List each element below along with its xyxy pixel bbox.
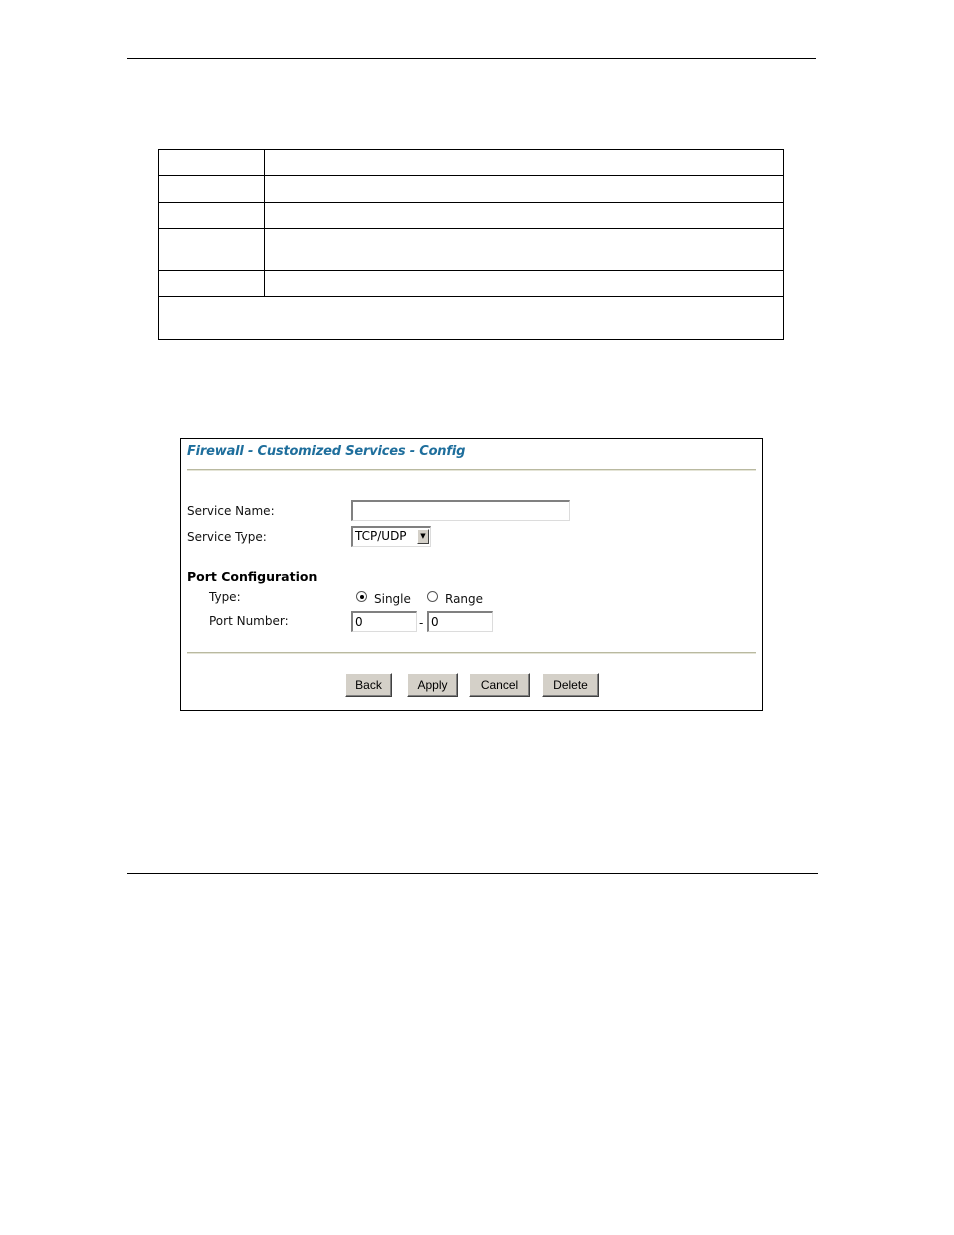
port-to-input[interactable] — [427, 611, 493, 632]
apply-button[interactable]: Apply — [407, 673, 458, 697]
table-footer-cell — [159, 297, 784, 340]
service-type-select[interactable] — [351, 526, 431, 547]
port-configuration-heading: Port Configuration — [187, 569, 318, 584]
table-row — [159, 271, 784, 297]
type-label: Type: — [209, 590, 241, 604]
table-cell-label — [159, 176, 265, 203]
customized-services-config-panel — [180, 438, 763, 711]
range-radio-label[interactable]: Range — [445, 592, 484, 606]
table-cell-label — [159, 271, 265, 297]
table-cell-description — [265, 176, 784, 203]
range-radio[interactable] — [427, 591, 438, 602]
service-type-value: TCP/UDP — [355, 529, 407, 543]
title-divider — [187, 469, 756, 471]
panel-title: Firewall - Customized Services - Config — [187, 444, 466, 459]
service-type-label: Service Type: — [187, 530, 267, 544]
table-footer-row — [159, 297, 784, 340]
service-name-input[interactable] — [351, 500, 570, 521]
header-rule — [127, 58, 816, 59]
table-cell-description — [265, 229, 784, 271]
single-radio[interactable] — [356, 591, 367, 602]
chevron-down-icon[interactable]: ▼ — [417, 529, 429, 544]
port-number-label: Port Number: — [209, 614, 289, 628]
table-cell-label — [159, 229, 265, 271]
table-row — [159, 176, 784, 203]
back-button[interactable]: Back — [345, 673, 392, 697]
footer-divider — [187, 652, 756, 654]
table-row — [159, 150, 784, 176]
table-cell-description — [265, 150, 784, 176]
table-cell-description — [265, 271, 784, 297]
table-row — [159, 229, 784, 271]
single-radio-label[interactable]: Single — [374, 592, 411, 606]
table-cell-label — [159, 203, 265, 229]
service-name-label: Service Name: — [187, 504, 275, 518]
footer-rule — [127, 873, 818, 874]
port-from-input[interactable] — [351, 611, 417, 632]
table-row — [159, 203, 784, 229]
table-cell-description — [265, 203, 784, 229]
port-range-separator: - — [419, 616, 424, 630]
description-table — [158, 149, 784, 340]
cancel-button[interactable]: Cancel — [469, 673, 530, 697]
delete-button[interactable]: Delete — [542, 673, 599, 697]
table-cell-label — [159, 150, 265, 176]
